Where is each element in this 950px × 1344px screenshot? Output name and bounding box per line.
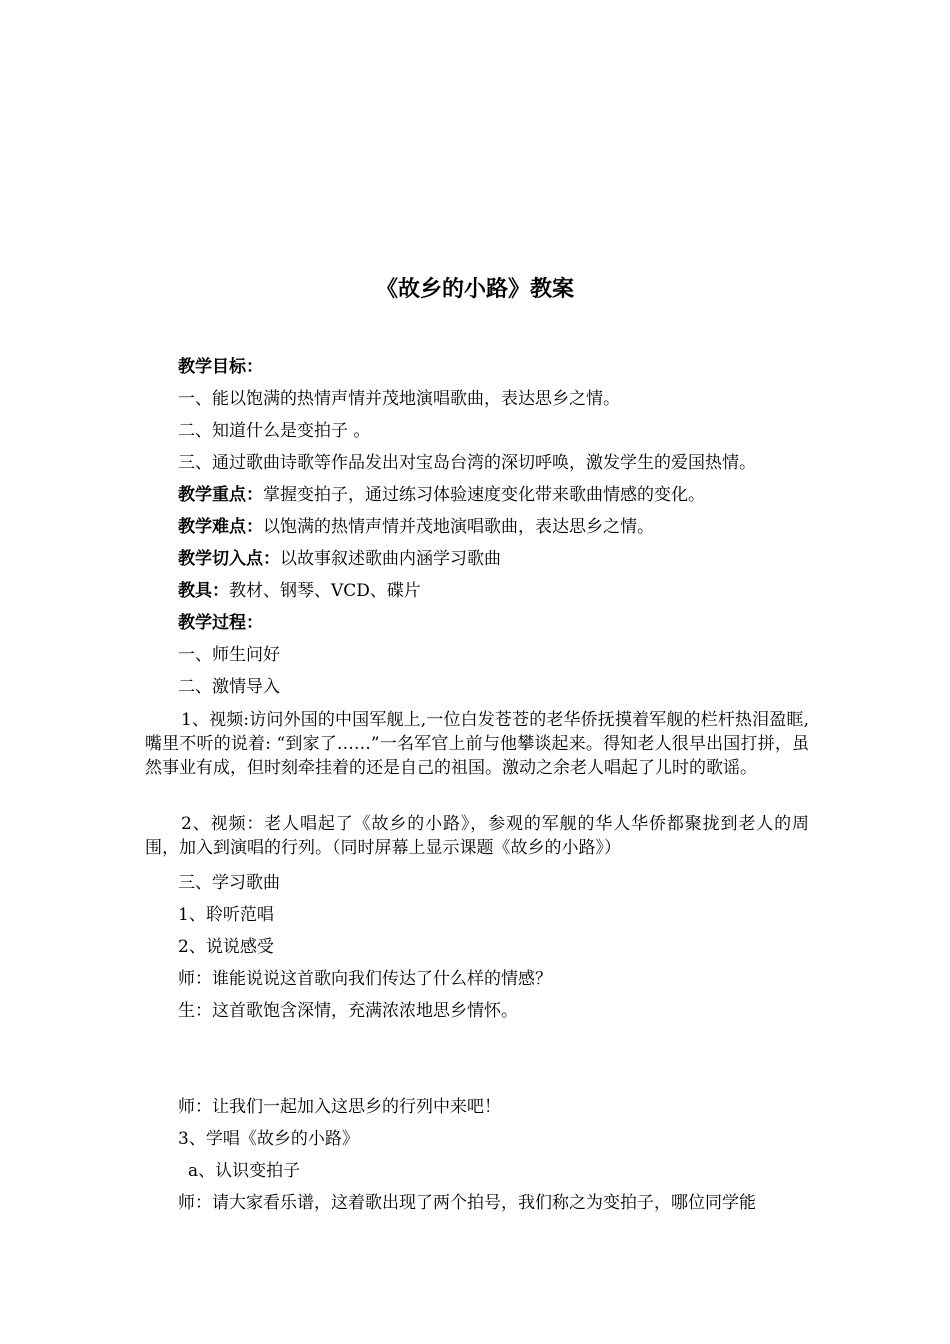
difficulty-text: 以饱满的热情声情并茂地演唱歌曲，表达思乡之情。 <box>263 517 654 537</box>
sub-item-3: 3、学唱《故乡的小路》 <box>178 1129 359 1149</box>
tools-text: 教材、钢琴、VCD、碟片 <box>229 581 421 601</box>
difficulty-row <box>178 515 818 539</box>
goal-item-1: 一、能以饱满的热情声情并茂地演唱歌曲，表达思乡之情。 <box>178 389 620 409</box>
key-point-label: 教学重点： <box>178 485 263 505</box>
sub-item-1: 1、聆听范唱 <box>178 905 274 925</box>
goals-heading: 教学目标： <box>178 357 263 377</box>
goal-item-2: 二、知道什么是变拍子 。 <box>178 421 371 441</box>
step-item-1: 一、师生问好 <box>178 645 280 665</box>
teacher-score-instruction: 师：请大家看乐谱，这着歌出现了两个拍号，我们称之为变拍子，哪位同学能 <box>178 1193 756 1213</box>
sub-item-2: 2、说说感受 <box>178 937 274 957</box>
teacher-question: 师：谁能说说这首歌向我们传达了什么样的情感？ <box>178 969 552 989</box>
entry-point-text: 以故事叙述歌曲内涵学习歌曲 <box>280 549 501 569</box>
difficulty-label: 教学难点： <box>178 517 263 537</box>
process-heading: 教学过程： <box>178 613 263 633</box>
key-point-row <box>178 483 818 507</box>
document-title: 《故乡的小路》教案 <box>375 276 574 302</box>
tools-label: 教具： <box>178 581 229 601</box>
step-item-3: 三、学习歌曲 <box>178 873 280 893</box>
tools-row <box>178 579 818 603</box>
sub-item-a: a、认识变拍子 <box>188 1161 301 1181</box>
teacher-invitation: 师：让我们一起加入这思乡的行列中来吧！ <box>178 1097 501 1117</box>
step-item-2: 二、激情导入 <box>178 677 280 697</box>
goal-item-3: 三、通过歌曲诗歌等作品发出对宝岛台湾的深切呼唤，激发学生的爱国热情。 <box>178 453 756 473</box>
entry-point-row <box>178 547 818 571</box>
student-answer: 生：这首歌饱含深情，充满浓浓地思乡情怀。 <box>178 1001 518 1021</box>
entry-point-label: 教学切入点： <box>178 549 280 569</box>
video-paragraph-2: 2、视频：老人唱起了《故乡的小路》，参观的军舰的华人华侨都聚拢到老人的周围，加入到演唱的行列。（同时屏幕上显示课题《故乡的小路》） <box>145 814 809 858</box>
key-point-text: 掌握变拍子，通过练习体验速度变化带来歌曲情感的变化。 <box>263 485 705 505</box>
video-paragraph-1: 1、视频:访问外国的中国军舰上,一位白发苍苍的老华侨抚摸着军舰的栏杆热泪盈眶,嘴里不听的说着: “到家了……”一名军官上前与他攀谈起来。得知老人很早出国打拼，虽然事业有成，但时刻牵挂着的还是自己的祖国。激动之余老人唱起了儿时的歌谣。 <box>145 710 809 778</box>
